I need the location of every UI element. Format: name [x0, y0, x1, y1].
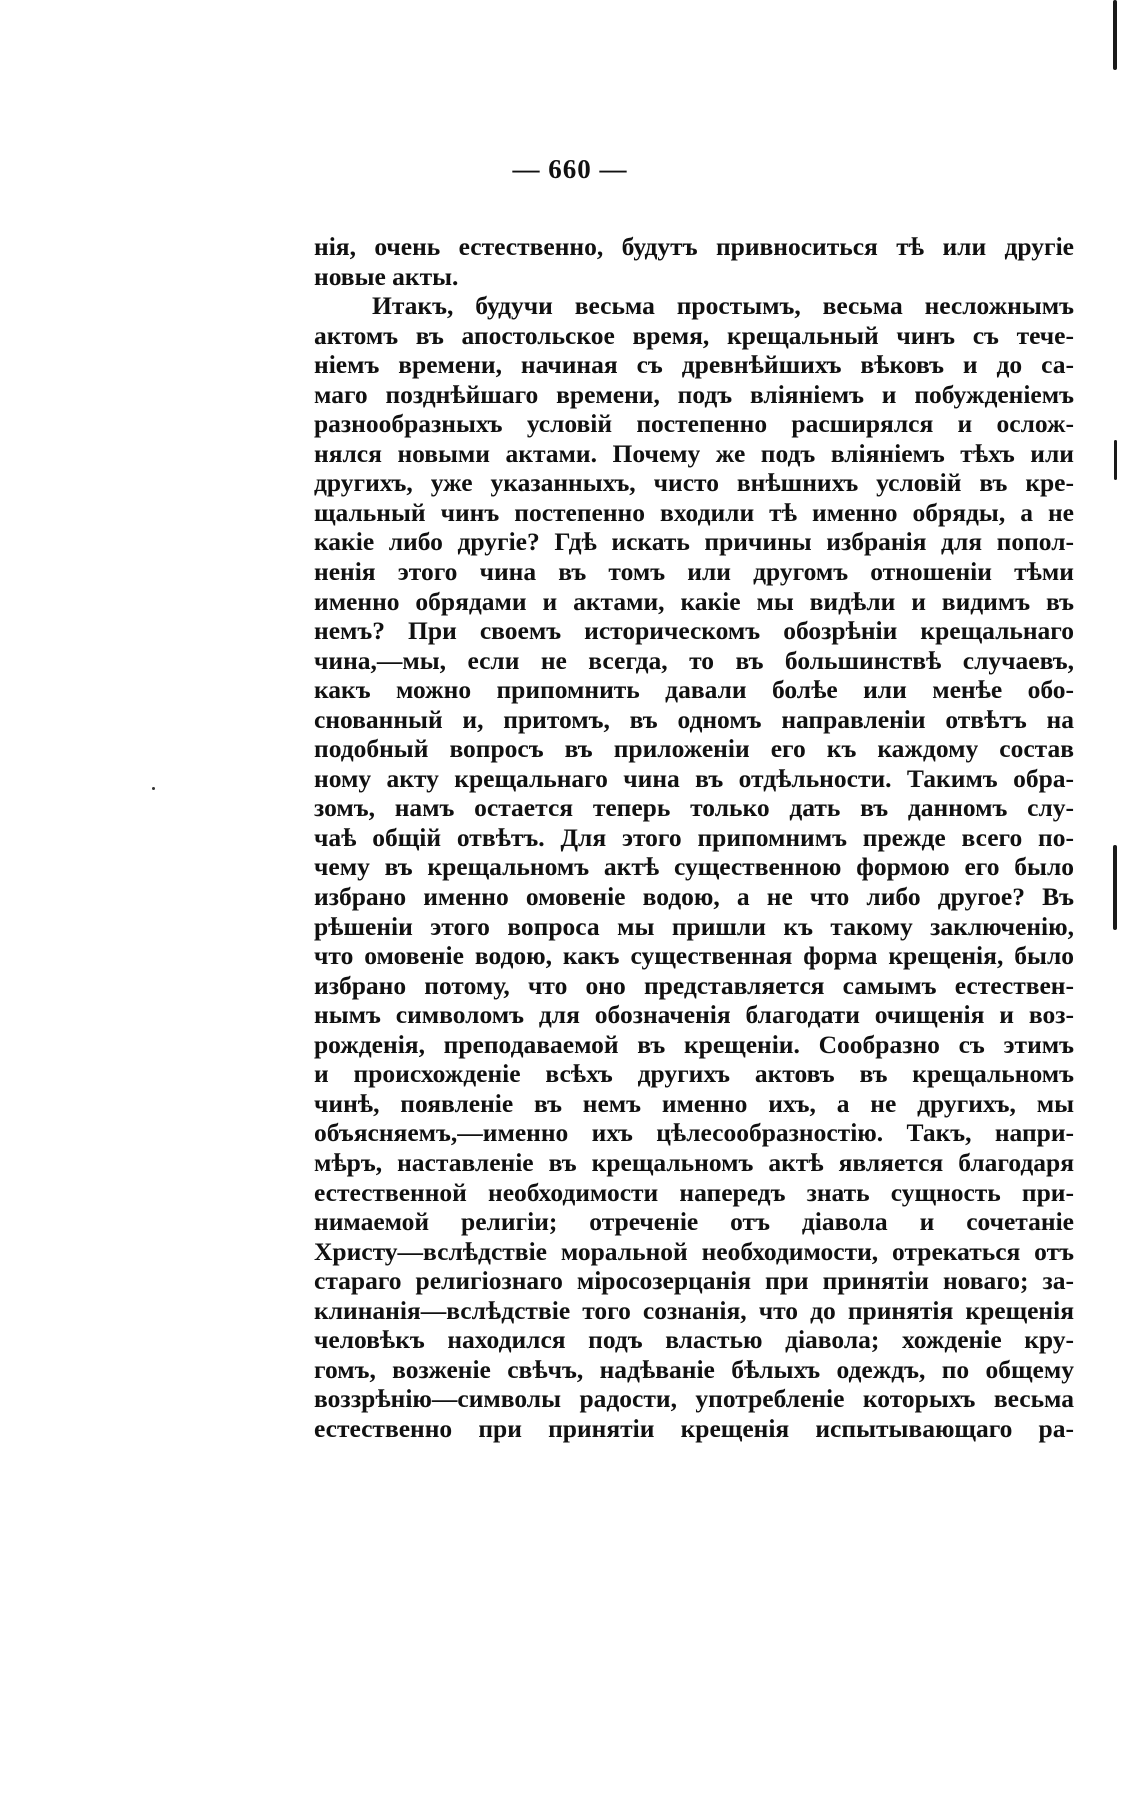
text-line: какіе либо другіе? Гдѣ искать причины избранія для попол- [314, 527, 1074, 557]
text-line: снованный и, притомъ, въ одномъ направленіи отвѣтъ на [314, 704, 1074, 734]
text-line: нія, очень естественно, будутъ привноситься тѣ или другіе [314, 232, 1074, 261]
text-line: чина,—мы, если не всегда, то въ большинствѣ случаевъ, [314, 645, 1074, 675]
text-line: избрано потому, что оно представляется самымъ естествен- [314, 970, 1074, 1000]
text-line: и происхожденіе всѣхъ другихъ актовъ въ крещальномъ [314, 1059, 1074, 1089]
text-line: стараго религіознаго міросозерцанія при принятіи новаго; за- [314, 1266, 1074, 1296]
text-line: чинѣ, появленіе въ немъ именно ихъ, а не другихъ, мы [314, 1088, 1074, 1118]
scan-speck [152, 787, 155, 790]
text-line: подобный вопросъ въ приложеніи его къ каждому состав [314, 734, 1074, 764]
text-line: какъ можно припомнить давали болѣе или менѣе обо- [314, 675, 1074, 705]
text-line: рѣшеніи этого вопроса мы пришли къ такому заключенію, [314, 911, 1074, 941]
text-line: зомъ, намъ остается теперь только дать въ данномъ слу- [314, 793, 1074, 823]
text-line: естественной необходимости напередъ знать сущность при- [314, 1177, 1074, 1207]
text-line: именно обрядами и актами, какіе мы видѣли и видимъ въ [314, 586, 1074, 616]
text-line: разнообразныхъ условій постепенно расширялся и ослож- [314, 409, 1074, 439]
text-line: гомъ, возженіе свѣчъ, надѣваніе бѣлыхъ одеждъ, по общему [314, 1354, 1074, 1384]
scan-edge-mark-lower [1113, 845, 1117, 930]
text-line: маго позднѣйшаго времени, подъ вліяніемъ и побужденіемъ [314, 379, 1074, 409]
text-line: Христу—вслѣдствіе моральной необходимости, отрекаться отъ [314, 1236, 1074, 1266]
text-line: чему въ крещальномъ актѣ существенною формою его было [314, 852, 1074, 882]
scan-edge-mark-middle [1114, 440, 1117, 480]
text-line: клинанія—вслѣдствіе того сознанія, что до принятія крещенія [314, 1295, 1074, 1325]
text-line: человѣкъ находился подъ властью діавола; хожденіе кру- [314, 1325, 1074, 1355]
text-line: ному акту крещальнаго чина въ отдѣльности. Такимъ обра- [314, 763, 1074, 793]
text-line: немъ? При своемъ историческомъ обозрѣніи крещальнаго [314, 616, 1074, 646]
text-line: нялся новыми актами. Почему же подъ вліяніемъ тѣхъ или [314, 438, 1074, 468]
scan-edge-mark-top [1113, 0, 1117, 70]
text-line: нымъ символомъ для обозначенія благодати очищенія и воз- [314, 1000, 1074, 1030]
text-line: избрано именно омовеніе водою, а не что либо другое? Въ [314, 882, 1074, 912]
body-text [314, 232, 1074, 1443]
text-line: чаѣ общій отвѣтъ. Для этого припомнимъ прежде всего по- [314, 822, 1074, 852]
text-line: другихъ, уже указанныхъ, чисто внѣшнихъ условій въ кре- [314, 468, 1074, 498]
text-line: актомъ въ апостольское время, крещальный чинъ съ тече- [314, 320, 1074, 350]
page-number: — 660 — [512, 154, 628, 184]
text-line: Итакъ, будучи весьма простымъ, весьма несложнымъ [372, 291, 1074, 321]
text-line: объясняемъ,—именно ихъ цѣлесообразностію. Такъ, напри- [314, 1118, 1074, 1148]
text-line: рожденія, преподаваемой въ крещеніи. Сообразно съ этимъ [314, 1029, 1074, 1059]
text-line: воззрѣнію—символы радости, употребленіе которыхъ весьма [314, 1384, 1074, 1414]
text-line: ніемъ времени, начиная съ древнѣйшихъ вѣковъ и до са- [314, 350, 1074, 380]
text-line: нимаемой религіи; отреченіе отъ діавола и сочетаніе [314, 1207, 1074, 1237]
text-line: мѣръ, наставленіе въ крещальномъ актѣ является благодаря [314, 1147, 1074, 1177]
text-line: новые акты. [314, 261, 459, 291]
text-line: щальный чинъ постепенно входили тѣ именно обряды, а не [314, 497, 1074, 527]
text-line: ненія этого чина въ томъ или другомъ отношеніи тѣми [314, 557, 1074, 587]
text-line: естественно при принятіи крещенія испытывающаго ра- [314, 1413, 1074, 1443]
text-line: что омовеніе водою, какъ существенная форма крещенія, было [314, 941, 1074, 971]
